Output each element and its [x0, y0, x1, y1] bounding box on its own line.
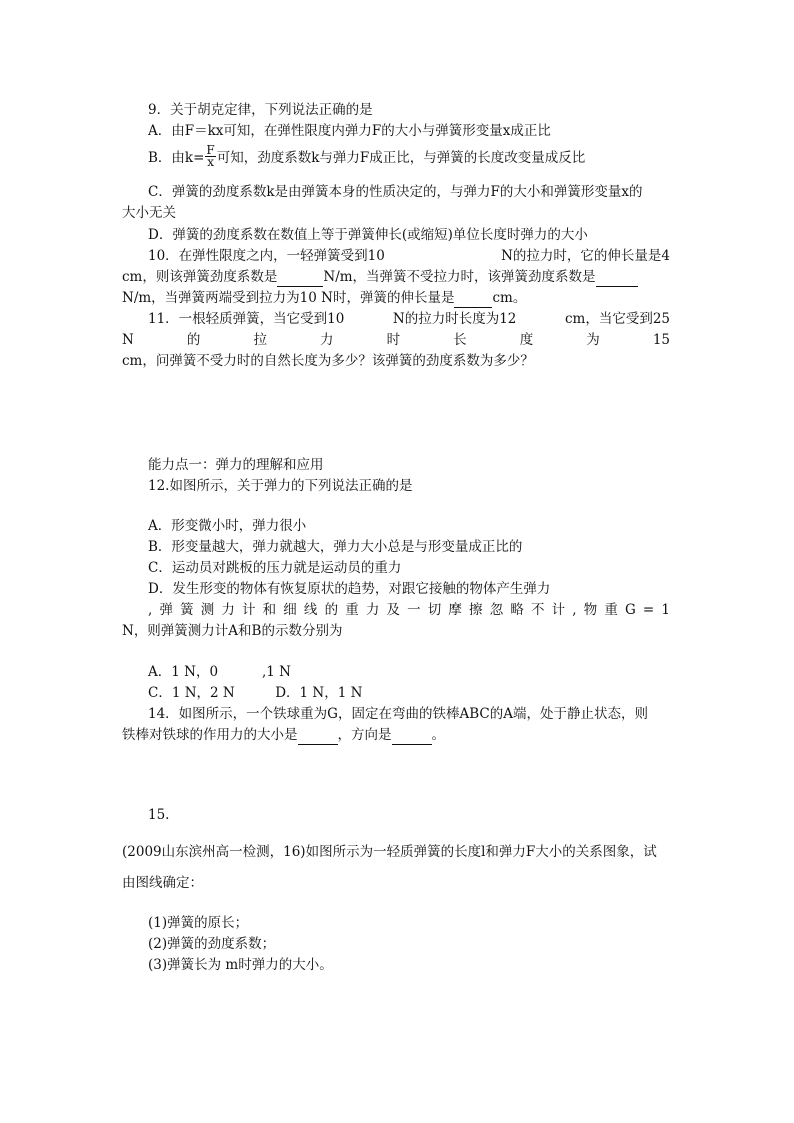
- q9-stem: 9．关于胡克定律，下列说法正确的是: [148, 102, 373, 118]
- q13-line1-char: 重: [345, 602, 359, 618]
- fraction-denominator: x: [207, 155, 214, 169]
- q12-option-b: B．形变量越大，弹力就越大，弹力大小总是与形变量成正比的: [148, 539, 523, 555]
- q9-option-b-suffix: 可知，劲度系数k与弹力F成正比，与弹簧的长度改变量成反比: [216, 150, 586, 166]
- answer-blank[interactable]: [596, 268, 638, 287]
- q13-line1-char: 及: [386, 602, 400, 618]
- q15-number: 15.: [148, 807, 170, 823]
- q11-line2-char: 拉: [253, 332, 267, 348]
- q13-line1-char: 线: [303, 602, 318, 618]
- q14-line2-text-c: 。: [431, 727, 445, 743]
- q13-line1-char: 切: [427, 602, 442, 618]
- q13-line1-char: 擦: [469, 602, 483, 618]
- answer-blank[interactable]: [298, 726, 338, 745]
- q12-option-c: C．运动员对跳板的压力就是运动员的重力: [148, 560, 402, 576]
- q13-line1-char: ,: [572, 602, 577, 618]
- q13-line1-char: 计: [242, 602, 256, 618]
- q11-line2-char: 15: [652, 332, 670, 348]
- fraction-numerator: F: [206, 143, 215, 157]
- answer-blank[interactable]: [392, 726, 432, 745]
- q15-sub2: (2)弹簧的劲度系数；: [148, 936, 276, 952]
- q10-line1-part: N的拉力时，它的伸长量是4: [501, 248, 670, 264]
- q10-line1: [148, 247, 670, 265]
- q11-line2-char: 的: [186, 332, 201, 348]
- q13-line1-char: 细: [283, 602, 297, 618]
- q10-line3-text-b: cm。: [492, 290, 527, 306]
- q13-line1-char: =: [642, 602, 655, 618]
- q13-line1-char: 力: [365, 602, 380, 618]
- q11-line2-char: 长: [453, 332, 467, 348]
- q9-option-d: D．弹簧的劲度系数在数值上等于弹簧伸长(或缩短)单位长度时弹力的大小: [148, 227, 588, 243]
- q15-sub1: (1)弹簧的原长；: [148, 915, 249, 931]
- q9-option-a: A．由F＝kx可知，在弹性限度内弹力F的大小与弹簧形变量x成正比: [148, 123, 551, 139]
- q13-option-a: A．1 N，0: [148, 664, 219, 680]
- q14-line2-text-b: ，方向是: [337, 727, 392, 743]
- q14-line2: [122, 726, 445, 745]
- q10-line3: [122, 289, 526, 308]
- fraction-f-over-x: [205, 145, 215, 168]
- q13-line1-char: 计: [551, 602, 566, 618]
- q13-line1: [148, 601, 670, 619]
- answer-blank[interactable]: [277, 268, 323, 287]
- q10-line2: [122, 268, 638, 287]
- q11-line1-part: 11．一根轻质弹簧，当它受到10: [148, 311, 345, 327]
- q14-line2-text-a: 铁棒对铁球的作用力的大小是: [122, 727, 298, 743]
- q13-option-b: ,1 N: [262, 664, 291, 680]
- q11-line2-char: 度: [519, 332, 534, 348]
- q11-line1: [148, 310, 670, 328]
- q13-line1-char: 簧: [180, 602, 194, 618]
- q15-line2: 由图线确定：: [122, 875, 203, 891]
- q11-line1-part: N的拉力时长度为12: [392, 311, 517, 327]
- q11-line2: [122, 331, 670, 349]
- section-heading: 能力点一：弹力的理解和应用: [148, 457, 324, 473]
- q13-line1-char: 1: [661, 602, 670, 618]
- q14-line1: 14．如图所示，一个铁球重为G，固定在弯曲的铁棒ABC的A端，处于静止状态，则: [148, 706, 648, 722]
- q10-line3-text-a: N/m，当弹簧两端受到拉力为10 N时，弹簧的伸长量是: [122, 290, 455, 306]
- q12-option-d: D．发生形变的物体有恢复原状的趋势，对跟它接触的物体产生弹力: [148, 581, 551, 597]
- q13-line2: N，则弹簧测力计A和B的示数分别为: [122, 623, 343, 639]
- q10-line1-part: 10．在弹性限度之内，一轻弹簧受到10: [148, 248, 385, 264]
- q13-line1-char: 测: [200, 602, 215, 618]
- q9-option-c-line2: 大小无关: [122, 205, 176, 221]
- q12-option-a: A．形变微小时，弹力很小: [148, 518, 307, 534]
- q13-line1-char: 摩: [448, 602, 462, 618]
- q15-sub3: (3)弹簧长为 m时弹力的大小。: [148, 957, 333, 973]
- q13-line1-char: 不: [530, 602, 545, 618]
- q13-line1-char: ,: [148, 602, 153, 618]
- q13-line1-char: 力: [221, 602, 235, 618]
- q13-line1-char: 重: [604, 602, 618, 618]
- q11-line2-char: 力: [320, 332, 334, 348]
- q10-line2-text-a: cm，则该弹簧劲度系数是: [122, 269, 278, 285]
- q13-line1-char: 弹: [159, 602, 173, 618]
- q9-option-c-line1: C．弹簧的劲度系数k是由弹簧本身的性质决定的，与弹力F的大小和弹簧形变量x的: [148, 184, 643, 200]
- q11-line2-char: 为: [586, 332, 600, 348]
- q13-line1-char: G: [624, 602, 636, 618]
- q13-line1-char: 的: [324, 602, 339, 618]
- q11-line2-char: N: [122, 332, 134, 348]
- q11-line2-char: 时: [386, 332, 401, 348]
- q13-line1-char: 和: [262, 602, 277, 618]
- q9-option-b-prefix: B．由k=: [148, 150, 205, 166]
- q11-line1-part: cm，当它受到25: [564, 311, 670, 327]
- q11-line3: cm，问弹簧不受力时的自然长度为多少？该弹簧的劲度系数为多少？: [122, 353, 534, 369]
- q12-stem: 12.如图所示，关于弹力的下列说法正确的是: [148, 478, 413, 494]
- q13-line1-char: 略: [510, 602, 524, 618]
- q15-line1: (2009山东滨州高一检测，16)如图所示为一轻质弹簧的长度l和弹力F大小的关系图象，试: [122, 844, 657, 860]
- answer-blank[interactable]: [454, 289, 492, 308]
- q9-option-b: [148, 143, 586, 170]
- q10-line2-text-b: N/m，当弹簧不受拉力时，该弹簧劲度系数是: [323, 269, 596, 285]
- q13-options-c-d: C．1 N，2 N D．1 N，1 N: [148, 685, 363, 701]
- q13-line1-char: 一: [407, 602, 421, 618]
- q13-line1-char: 物: [583, 602, 598, 618]
- q13-line1-char: 忽: [489, 602, 504, 618]
